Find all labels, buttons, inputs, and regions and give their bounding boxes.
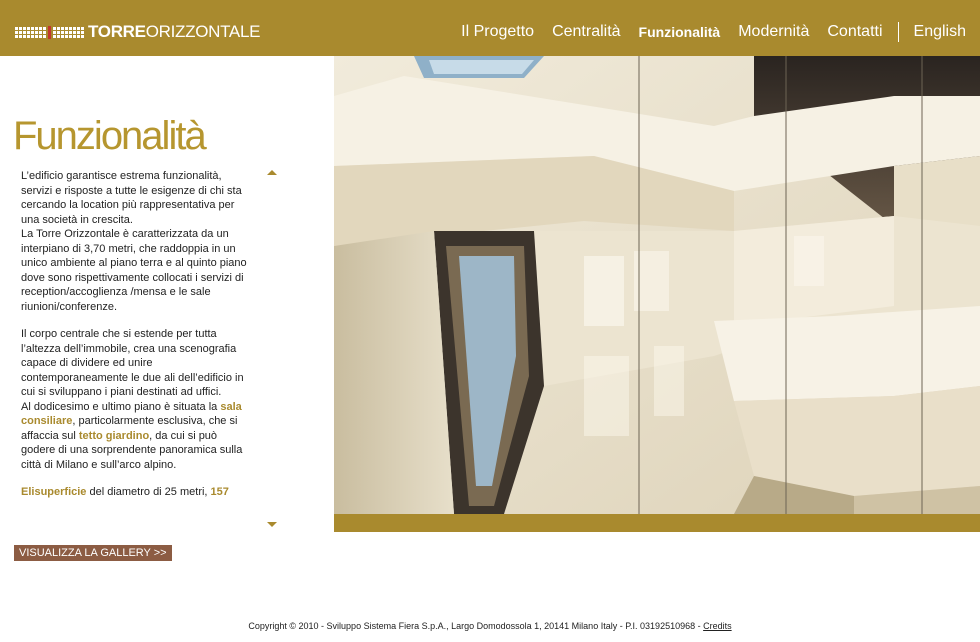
paragraph-1-text-2: La Torre Orizzontale è caratterizzata da un interpiano di 3,70 metri, che raddoppia in un unico ambiente al piano terra e al quinto piano dove sono rispettivamente collocati i servizi di reception/accoglienza /mensa e le sale riunioni/conferenze. [21, 228, 247, 313]
nav-centralita[interactable]: Centralità [552, 23, 621, 40]
nav-divider [898, 22, 899, 42]
paragraph-1-text: L’edificio garantisce estrema funzionalità, servizi e risposte a tutte le esigenze di chi sta cercando la location più rappresentativa per una società in crescita. [21, 170, 242, 226]
scrollable-text[interactable] [21, 169, 251, 531]
main-nav [443, 22, 966, 42]
paragraph-2-text-4: , da cui si può godere di una sorprendente panoramica sulla città di Milano e sull’arco alpino. [21, 429, 243, 471]
link-tetto-giardino[interactable]: tetto giardino [78, 429, 150, 442]
atrium-staircase-image [334, 56, 980, 514]
footer [0, 621, 980, 631]
photo-caption-bar [334, 514, 980, 532]
link-sala-consiliare[interactable]: sala consiliare [21, 400, 242, 427]
view-gallery-button[interactable]: VISUALIZZA LA GALLERY >> [14, 545, 172, 561]
nav-modernita[interactable]: Modernità [738, 23, 810, 40]
paragraph-3-text: del diametro di 25 metri, [86, 486, 211, 498]
nav-funzionalita[interactable]: Funzionalità [638, 24, 721, 40]
paragraph-2-text: Il corpo centrale che si estende per tutta l’altezza dell’immobile, crea una scenografia capace di dividere ed unire contemporaneamente le due ali dell’edificio in cui si sviluppano i piani destinati ad uffici. [21, 328, 244, 398]
page-title: Funzionalità [13, 114, 205, 158]
copyright-text: Copyright © 2010 - Sviluppo Sistema Fiera S.p.A., Largo Domodossola 1, 20141 Milano Italy - P.I. 03192510968 - [248, 621, 704, 631]
credits-link[interactable]: Credits [703, 621, 732, 631]
link-elisuperficie[interactable]: Elisuperficie [21, 486, 87, 498]
logo[interactable] [15, 22, 260, 42]
paragraph-2 [21, 327, 251, 472]
paragraph-2-text-3: , particolarmente esclusiva, che si affaccia sul [21, 415, 238, 442]
nav-il-progetto[interactable]: Il Progetto [461, 23, 535, 40]
paragraph-3 [21, 485, 251, 500]
paragraph-1 [21, 169, 251, 314]
header-bar [0, 0, 980, 56]
feature-photo [334, 56, 980, 514]
scroll-down-arrow-icon[interactable] [267, 522, 277, 527]
nav-contatti[interactable]: Contatti [827, 23, 883, 40]
logo-mark-icon [15, 26, 84, 39]
paragraph-2-text-2: Al dodicesimo e ultimo piano è situata la [21, 400, 221, 413]
scroll-up-arrow-icon[interactable] [267, 170, 277, 175]
logo-text: TORREORIZZONTALE [88, 22, 261, 41]
content-column [0, 56, 334, 532]
link-157[interactable]: 157 [210, 486, 229, 498]
language-switch[interactable]: English [913, 23, 966, 40]
